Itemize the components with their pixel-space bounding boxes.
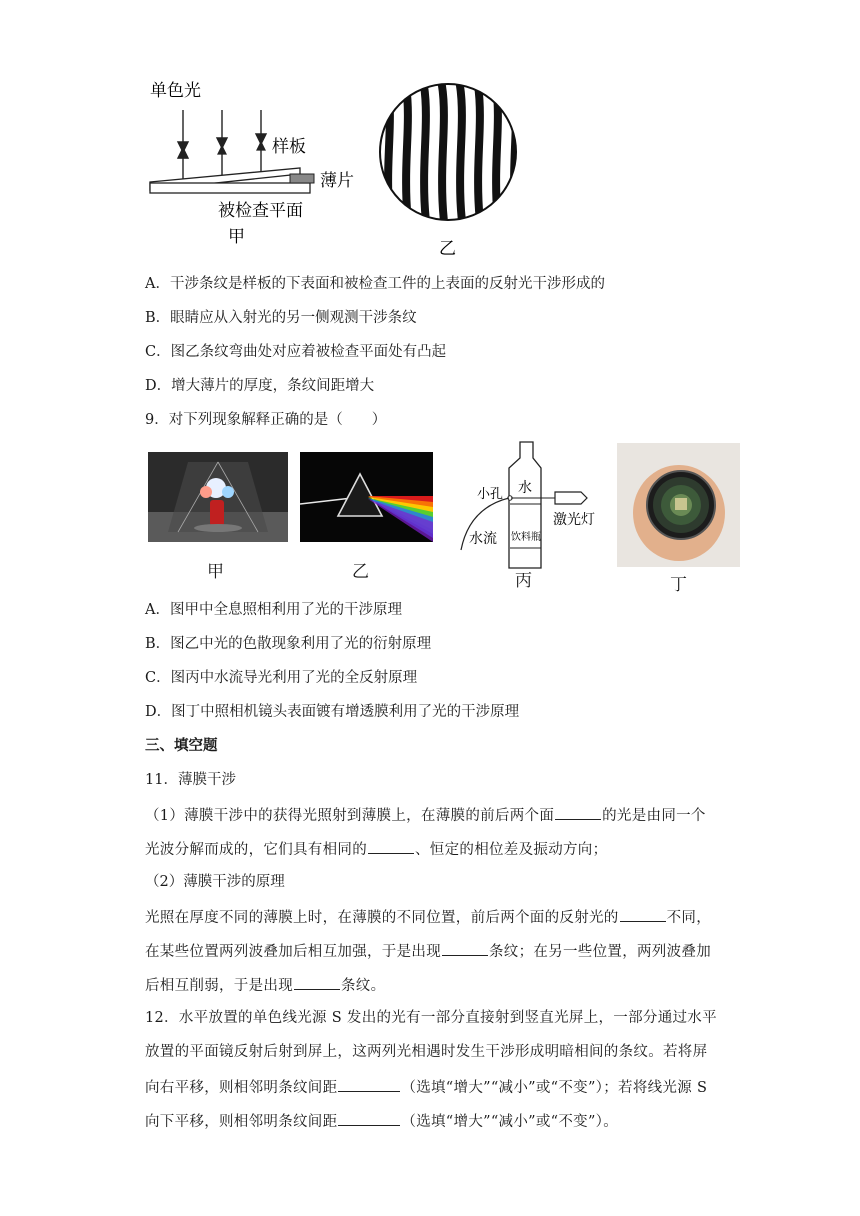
figure-camera-lens-caption: 丁 bbox=[670, 575, 687, 595]
bottle-label: 饮料瓶 bbox=[511, 532, 541, 543]
q11-blank-4[interactable] bbox=[442, 940, 488, 956]
q8-option-d: D．增大薄片的厚度，条纹间距增大 bbox=[145, 378, 375, 394]
figure-jia-caption: 甲 bbox=[228, 227, 245, 247]
q12-line4 bbox=[145, 1110, 618, 1132]
laser-label: 激光灯 bbox=[553, 512, 595, 528]
q8-option-b: B．眼睛应从入射光的另一侧观测干涉条纹 bbox=[145, 310, 417, 326]
monochromatic-light-label: 单色光 bbox=[150, 81, 201, 101]
q12-line3 bbox=[145, 1076, 707, 1098]
figure-hologram-caption: 甲 bbox=[207, 562, 224, 582]
q11-p3-text-e: 后相互削弱，于是出现 bbox=[145, 978, 293, 994]
figure-camera-lens-photo bbox=[617, 443, 740, 567]
q8-option-a: A．干涉条纹是样板的下表面和被检查工件的上表面的反射光干涉形成的 bbox=[145, 276, 605, 292]
q11-p3-line3 bbox=[145, 974, 385, 996]
q11-p3-text-a: 光照在厚度不同的薄膜上时，在薄膜的不同位置，前后两个面的反射光的 bbox=[145, 910, 619, 926]
template-plate-label: 样板 bbox=[272, 137, 306, 157]
figure-hologram-photo bbox=[148, 452, 288, 542]
q12-text-4b: （选填“增大”“减小”或“不变”）。 bbox=[401, 1114, 619, 1130]
figure-prism-caption: 乙 bbox=[352, 562, 369, 582]
q11-p1-text-b: 的光是由同一个 bbox=[602, 808, 706, 824]
q8-option-c: C．图乙条纹弯曲处对应着被检查平面处有凸起 bbox=[145, 344, 447, 360]
q11-p3-text-d: 条纹；在另一些位置，两列波叠加 bbox=[489, 944, 711, 960]
q12-blank-2[interactable] bbox=[338, 1110, 400, 1126]
q11-blank-5[interactable] bbox=[294, 974, 340, 990]
hole-label: 小孔 bbox=[477, 487, 504, 502]
q11-p3-text-f: 条纹。 bbox=[341, 978, 386, 994]
figure-water-stream-caption: 丙 bbox=[515, 571, 532, 591]
q11-p3-text-b: 不同， bbox=[666, 910, 712, 926]
q11-p3-line2 bbox=[145, 940, 711, 962]
q12-blank-1[interactable] bbox=[338, 1076, 400, 1092]
water-label: 水 bbox=[518, 480, 532, 496]
section-heading-fill-blank: 三、填空题 bbox=[145, 737, 218, 754]
figure-yi-caption: 乙 bbox=[439, 239, 456, 259]
q9-option-d: D．图丁中照相机镜头表面镀有增透膜利用了光的干涉原理 bbox=[145, 704, 520, 720]
q12-text-3b: （选填“增大”“减小”或“不变”）；若将线光源 S bbox=[401, 1080, 708, 1096]
q12-text-4a: 向下平移，则相邻明条纹间距 bbox=[145, 1114, 338, 1130]
figure-jia-setup bbox=[140, 70, 370, 250]
figure-yi-fringes bbox=[375, 80, 525, 260]
q12-text-3a: 向右平移，则相邻明条纹间距 bbox=[145, 1080, 338, 1096]
q11-blank-2[interactable] bbox=[368, 838, 414, 854]
q9-option-a: A．图甲中全息照相利用了光的干涉原理 bbox=[145, 602, 402, 618]
q11-title: 11．薄膜干涉 bbox=[145, 772, 236, 788]
shim-label: 薄片 bbox=[320, 171, 354, 191]
q11-p1-text-c: 光波分解而成的，它们具有相同的 bbox=[145, 842, 367, 858]
q11-p1-text-d: 、恒定的相位差及振动方向； bbox=[415, 842, 608, 858]
inspected-surface-label: 被检查平面 bbox=[218, 201, 303, 221]
q12-line2: 放置的平面镜反射后射到屏上，这两列光相遇时发生干涉形成明暗相间的条纹。若将屏 bbox=[145, 1044, 708, 1060]
q11-p1-line1 bbox=[145, 804, 706, 826]
q11-p1-line2 bbox=[145, 838, 607, 860]
q9-stem: 9．对下列现象解释正确的是（ ） bbox=[145, 412, 387, 428]
q9-option-c: C．图丙中水流导光利用了光的全反射原理 bbox=[145, 670, 418, 686]
q11-p3-text-c: 在某些位置两列波叠加后相互加强，于是出现 bbox=[145, 944, 441, 960]
stream-label: 水流 bbox=[469, 531, 497, 547]
q11-blank-1[interactable] bbox=[555, 804, 601, 820]
q9-option-b: B．图乙中光的色散现象利用了光的衍射原理 bbox=[145, 636, 432, 652]
q11-blank-3[interactable] bbox=[620, 906, 666, 922]
q11-p3-line1 bbox=[145, 906, 711, 928]
q12-line1: 12．水平放置的单色线光源 S 发出的光有一部分直接射到竖直光屏上，一部分通过水平 bbox=[145, 1010, 717, 1026]
q11-p1-text-a: （1）薄膜干涉中的获得光照射到薄膜上，在薄膜的前后两个面 bbox=[145, 808, 555, 824]
q11-p2: （2）薄膜干涉的原理 bbox=[145, 874, 285, 890]
figure-prism-photo bbox=[300, 452, 433, 542]
